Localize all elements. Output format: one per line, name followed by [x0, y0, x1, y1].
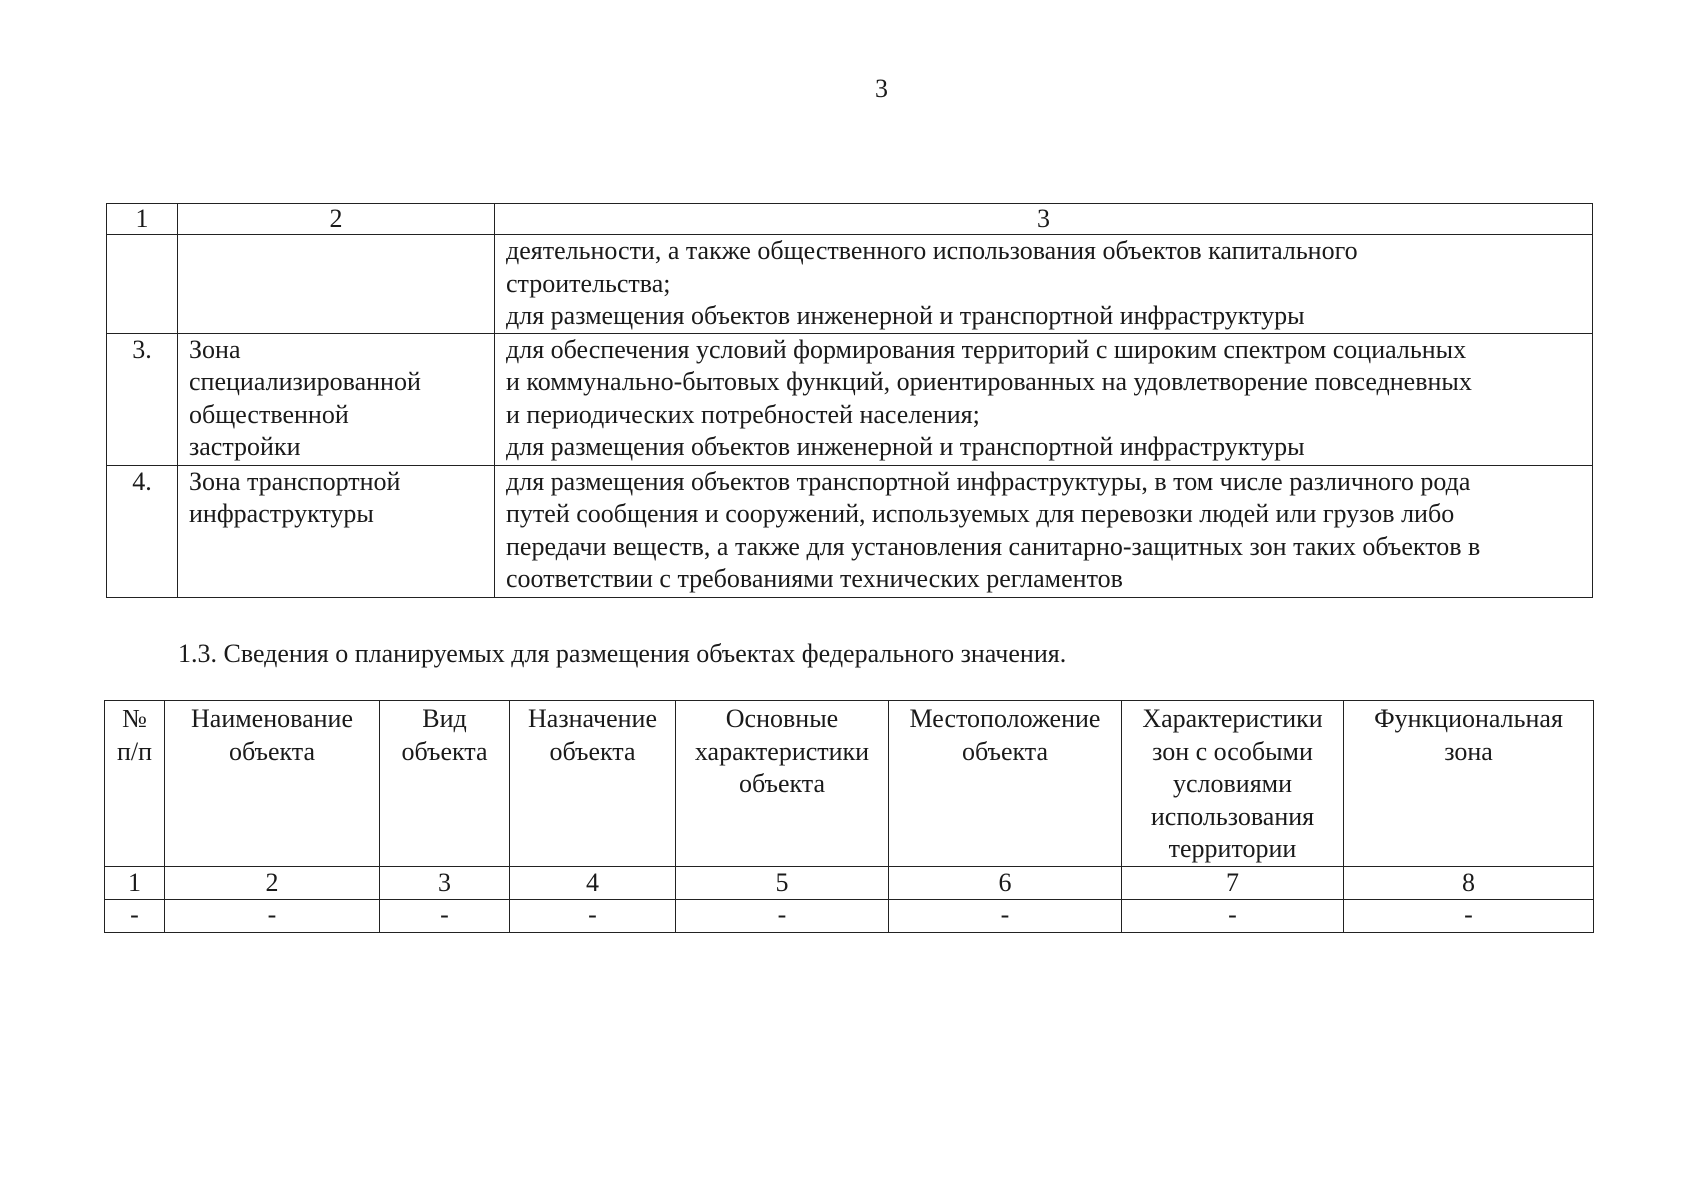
column-number: 7 [1122, 866, 1344, 899]
zone-name [178, 333, 495, 465]
zone-description [495, 333, 1593, 465]
column-header-type [380, 701, 510, 867]
header-line: объекта [738, 769, 826, 798]
header-line: Вид [422, 704, 467, 733]
column-number: 4 [510, 866, 676, 899]
column-number: 2 [165, 866, 380, 899]
description-line: для обеспечения условий формирования территорий с широким спектром социальных [506, 334, 1467, 364]
header-line: зона [1444, 736, 1493, 766]
description-line: передачи веществ, а также для установления санитарно-защитных зон таких объектов в [506, 531, 1481, 561]
zone-name-line: застройки [189, 432, 301, 461]
row-number: 4. [107, 465, 178, 597]
zone-name-line: инфраструктуры [189, 499, 374, 528]
header-line: объекта [549, 736, 636, 766]
column-number-3: 3 [495, 204, 1593, 235]
zone-name-line: общественной [189, 399, 349, 429]
federal-objects-table [104, 700, 1594, 933]
section-heading: 1.3. Сведения о планируемых для размещения объектах федерального значения. [178, 639, 1067, 668]
header-line: объекта [961, 736, 1049, 766]
description-line: для размещения объектов инженерной и транспортной инфраструктуры [506, 432, 1305, 461]
page-number: 3 [875, 74, 888, 103]
table-cell: - [165, 899, 380, 932]
header-line: Основные [725, 704, 839, 733]
table-cell: - [1122, 899, 1344, 932]
header-line: Характеристики [1142, 704, 1323, 733]
header-line: территории [1168, 834, 1297, 863]
column-number: 6 [889, 866, 1122, 899]
column-number: 5 [676, 866, 889, 899]
header-line: п/п [116, 736, 153, 766]
zone-name [178, 465, 495, 597]
column-header-location [889, 701, 1122, 867]
table-cell: - [676, 899, 889, 932]
column-number: 1 [105, 866, 165, 899]
header-line: характеристики [694, 736, 870, 766]
zone-description [495, 465, 1593, 597]
table-row [107, 465, 1593, 597]
zone-name-line: Зона транспортной [189, 466, 401, 496]
description-line: для размещения объектов транспортной инфраструктуры, в том числе различного рода [506, 466, 1471, 496]
header-line: Назначение [528, 704, 657, 733]
zone-name-line: специализированной [189, 367, 421, 396]
table-cell: - [889, 899, 1122, 932]
table-cell: - [510, 899, 676, 932]
header-line: № [122, 704, 147, 733]
column-header-characteristics [676, 701, 889, 867]
column-header-name [165, 701, 380, 867]
description-line: для размещения объектов инженерной и транспортной инфраструктуры [506, 301, 1305, 330]
column-numbers-row [105, 866, 1594, 899]
description-line: и коммунально-бытовых функций, ориентированных на удовлетворение повседневных [506, 367, 1472, 396]
description-line: путей сообщения и сооружений, используемых для перевозки людей или грузов либо [506, 499, 1455, 528]
row-number [107, 235, 178, 334]
column-number-1: 1 [107, 204, 178, 235]
table-cell: - [1344, 899, 1594, 932]
table-cell: - [105, 899, 165, 932]
description-line: и периодических потребностей населения; [506, 399, 980, 429]
table-cell: - [380, 899, 510, 932]
column-header-special-zones [1122, 701, 1344, 867]
column-header-functional-zone [1344, 701, 1594, 867]
table-header-row [107, 204, 1593, 235]
description-line: соответствии с требованиями технических регламентов [506, 564, 1123, 593]
column-header-number [105, 701, 165, 867]
table-header-row [105, 701, 1594, 867]
header-line: объекта [401, 736, 488, 766]
table-row [107, 333, 1593, 465]
header-line: Наименование [191, 704, 353, 733]
column-header-purpose [510, 701, 676, 867]
table-row [107, 235, 1593, 334]
zone-description [495, 235, 1593, 334]
header-line: условиями [1172, 769, 1293, 798]
zone-name [178, 235, 495, 334]
header-line: Функциональная [1374, 704, 1563, 733]
zone-name-line: Зона [189, 334, 241, 364]
row-number: 3. [107, 333, 178, 465]
header-line: зон с особыми [1152, 736, 1313, 766]
description-line: деятельности, а также общественного использования объектов капитального [506, 236, 1358, 265]
description-line: строительства; [506, 268, 671, 298]
column-number: 8 [1344, 866, 1594, 899]
column-number-2: 2 [178, 204, 495, 235]
header-line: Местоположение [909, 704, 1101, 733]
functional-zones-table [106, 203, 1593, 598]
column-number: 3 [380, 866, 510, 899]
header-line: объекта [228, 736, 316, 766]
table-row [105, 899, 1594, 932]
header-line: использования [1150, 801, 1315, 831]
